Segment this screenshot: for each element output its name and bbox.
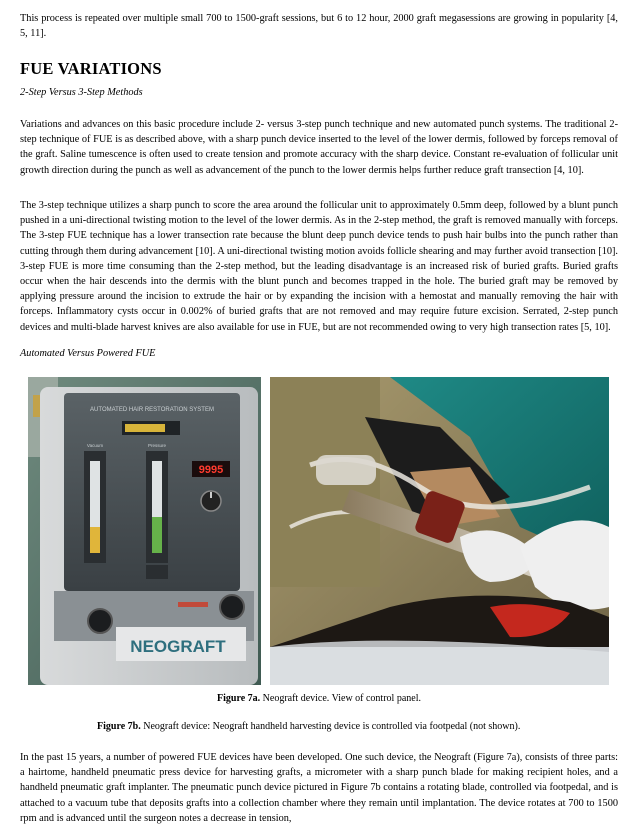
figure-7b-caption-text: Neograft device: Neograft handheld harvesting device is controlled via footpedal (not shown). <box>140 721 521 732</box>
figure-7a-photo <box>28 377 261 685</box>
paragraph-powered-devices: In the past 15 years, a number of powered FUE devices have been developed. One such device, the Neograft (Figure 7a), consists of three parts: a hairtome, handheld pneumatic press device for harvesting grafts, a micrometer with a sharp punch blade for making recipient holes, and a handheld pneumatic graft implanter. The pneumatic punch device pictured in Figure 7b contains a rotating blade, controlled via footpedal, and is attached to a vacuum tube that deposits grafts into a collection chamber where they remain until implantation. The device rotates at 700 to 1500 rpm and is advanced until the surgeon notes a decrease in tension, <box>20 752 618 824</box>
neograft-logo: NEOGRAFT <box>130 637 226 656</box>
panel-title: AUTOMATED HAIR RESTORATION SYSTEM <box>90 407 214 413</box>
subsection-heading-automated: Automated Versus Powered FUE <box>20 348 156 359</box>
figure-7b-label: Figure 7b. <box>97 721 141 732</box>
section-heading: FUE VARIATIONS <box>20 59 162 78</box>
left-port-icon <box>88 609 112 633</box>
figure-7b-caption <box>97 721 520 732</box>
intro-paragraph: This process is repeated over multiple small 700 to 1500-graft sessions, but 6 to 12 hour, 2000 graft megasessions are growing in popularity [4, 5, 11]. <box>20 13 618 40</box>
figure-7b-photo <box>270 377 609 685</box>
figure-7a-label: Figure 7a. <box>217 693 261 704</box>
paragraph-variations: Variations and advances on this basic procedure include 2- versus 3-step punch technique and new automated punch systems. The traditional 2-step technique of FUE is as described above, with a sharp punch device inserted to the level of the lower dermis, followed by forceps removal of the graft. Saline tumescence is often used to create tension and promote accuracy with the sharp device. Constant re-evaluation of follicular unit growth direction during the punch as well as advancement of the punch to the lower dermis helps further reduce graft transection [4, 10]. <box>20 119 618 176</box>
figure-7a-caption-text: Neograft device. View of control panel. <box>260 693 421 704</box>
subsection-heading-steps: 2-Step Versus 3-Step Methods <box>20 87 143 98</box>
digital-readout: 9995 <box>198 464 224 476</box>
right-port-icon <box>220 595 244 619</box>
gauge-right-label: Pressure <box>147 443 167 448</box>
figure-7a-caption <box>0 693 638 704</box>
paragraph-three-step: The 3-step technique utilizes a sharp punch to score the area around the follicular unit to approximately 0.5mm deep, followed by a blunt punch pushed in a uni-directional twisting motion to the level of the lower dermis. As in the 2-step method, the graft is removed manually with forceps. The 3-step FUE technique has a lower transection rate because the blunt deep punch device tends to push hair bulbs into the punch rather than cutting through them during advancement [10]. A uni-directional twisting motion avoids follicle shearing and may further avoid transection [10]. 3-step FUE is more time consuming than the 2-step method, but the leading disadvantage is an increased risk of buried grafts. Buried grafts occur when the hair descends into the dermis with the blunt punch and becomes trapped in the hole. The buried graft may be removed by applying pressure around the incision to extrude the hair or by expanding the incision with a hemostat and manually removing the hair with forceps. Inflammatory cysts occur in 0.002% of buried grafts that are not removed and may require future excision. Serrated, 2-step punch devices and multi-blade harvest knives are also available for use in FUE, but are not recommended owing to very high transection rates [5, 10]. <box>20 200 618 333</box>
gauge-left-label: Vacuum <box>86 443 104 448</box>
